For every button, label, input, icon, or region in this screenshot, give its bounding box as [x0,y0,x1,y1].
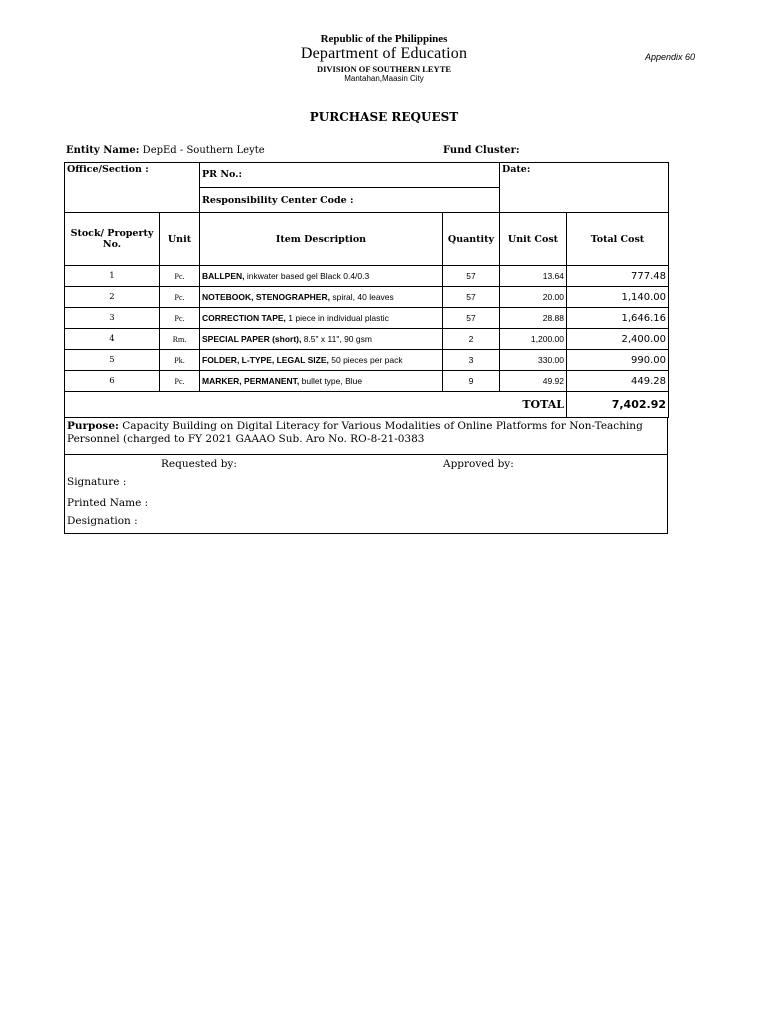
item-name: NOTEBOOK, STENOGRAPHER, [202,292,330,302]
table-row [65,287,669,308]
signature-label: Signature : [67,476,127,488]
unit-cost: 28.88 [500,308,567,329]
total-cost: 1,646.16 [567,308,669,329]
unit-cost: 20.00 [500,287,567,308]
stock-no: 2 [65,287,160,308]
table-row [65,350,669,371]
signature-box [64,454,668,534]
unit: Pc. [160,308,200,329]
appendix-label: Appendix 60 [645,52,696,62]
col-unit: Unit [160,213,200,266]
stock-no: 4 [65,329,160,350]
quantity: 2 [443,329,500,350]
entity-name [66,145,265,156]
item-description [200,287,443,308]
total-cost: 449.28 [567,371,669,392]
item-name: SPECIAL PAPER (short), [202,334,302,344]
col-quantity: Quantity [443,213,500,266]
col-total-cost: Total Cost [567,213,669,266]
quantity: 3 [443,350,500,371]
unit: Pc. [160,287,200,308]
col-stock-no: Stock/ Property No. [65,213,160,266]
unit: Pc. [160,266,200,287]
item-description [200,329,443,350]
table-row [65,371,669,392]
item-name: CORRECTION TAPE, [202,313,286,323]
item-detail: bullet type, Blue [299,376,363,386]
item-description [200,308,443,329]
unit-cost: 13.64 [500,266,567,287]
approved-by-label: Approved by: [443,458,514,470]
printed-name-label: Printed Name : [67,497,149,509]
items-header-row [65,213,669,266]
item-description [200,371,443,392]
item-name: MARKER, PERMANENT, [202,376,300,386]
page-title: PURCHASE REQUEST [309,110,459,124]
total-cost: 1,140.00 [567,287,669,308]
table-row [65,329,669,350]
col-unit-cost: Unit Cost [500,213,567,266]
unit-cost: 330.00 [500,350,567,371]
pr-no-field: PR No.: [200,163,500,188]
total-label: TOTAL [65,392,567,418]
item-detail: 50 pieces per pack [328,355,403,365]
unit: Pc. [160,371,200,392]
item-detail: 1 piece in individual plastic [285,313,389,323]
unit-cost: 1,200.00 [500,329,567,350]
purpose-text [65,417,667,446]
stock-no: 6 [65,371,160,392]
office-section-field: Office/Section : [65,163,200,213]
republic-heading: Republic of the Philippines [320,33,448,45]
item-name: BALLPEN, [202,271,245,281]
entity-name-label: Entity Name: [66,145,140,156]
fund-cluster [443,145,520,156]
fund-cluster-label: Fund Cluster: [443,145,520,156]
total-cost: 990.00 [567,350,669,371]
pr-header-table [64,162,669,213]
item-detail: 8.5" x 11", 90 gsm [301,334,372,344]
total-value: 7,402.92 [567,392,669,418]
requested-by-label: Requested by: [161,458,237,470]
item-description [200,266,443,287]
item-detail: inkwater based gel Black 0.4/0.3 [244,271,370,281]
table-row [65,266,669,287]
total-cost: 2,400.00 [567,329,669,350]
stock-no: 1 [65,266,160,287]
col-item-description: Item Description [200,213,443,266]
table-row [65,308,669,329]
item-detail: spiral, 40 leaves [329,292,394,302]
designation-label: Designation : [67,515,138,527]
item-name: FOLDER, L-TYPE, LEGAL SIZE, [202,355,329,365]
quantity: 57 [443,266,500,287]
date-field: Date: [500,163,669,213]
division-heading: DIVISION OF SOUTHERN LEYTE [316,64,452,74]
quantity: 57 [443,308,500,329]
responsibility-center-field: Responsibility Center Code : [200,188,500,213]
department-heading: Department of Education [300,45,468,62]
entity-name-value: DepEd - Southern Leyte [142,145,265,156]
unit: Pk. [160,350,200,371]
unit: Rm. [160,329,200,350]
items-table [64,212,669,418]
purpose-label: Purpose: [67,420,119,432]
quantity: 9 [443,371,500,392]
stock-no: 5 [65,350,160,371]
purpose-box [64,417,668,455]
total-cost: 777.48 [567,266,669,287]
purpose-body: Capacity Building on Digital Literacy for Various Modalities of Online Platforms for Non-Teaching Personnel (charged to FY 2021 GAAAO Sub. Aro No. RO-8-21-0383 [67,420,643,445]
stock-no: 3 [65,308,160,329]
unit-cost: 49.92 [500,371,567,392]
total-row [65,392,669,418]
quantity: 57 [443,287,500,308]
location-text: Mantahan,Maasin City [344,74,424,83]
item-description [200,350,443,371]
